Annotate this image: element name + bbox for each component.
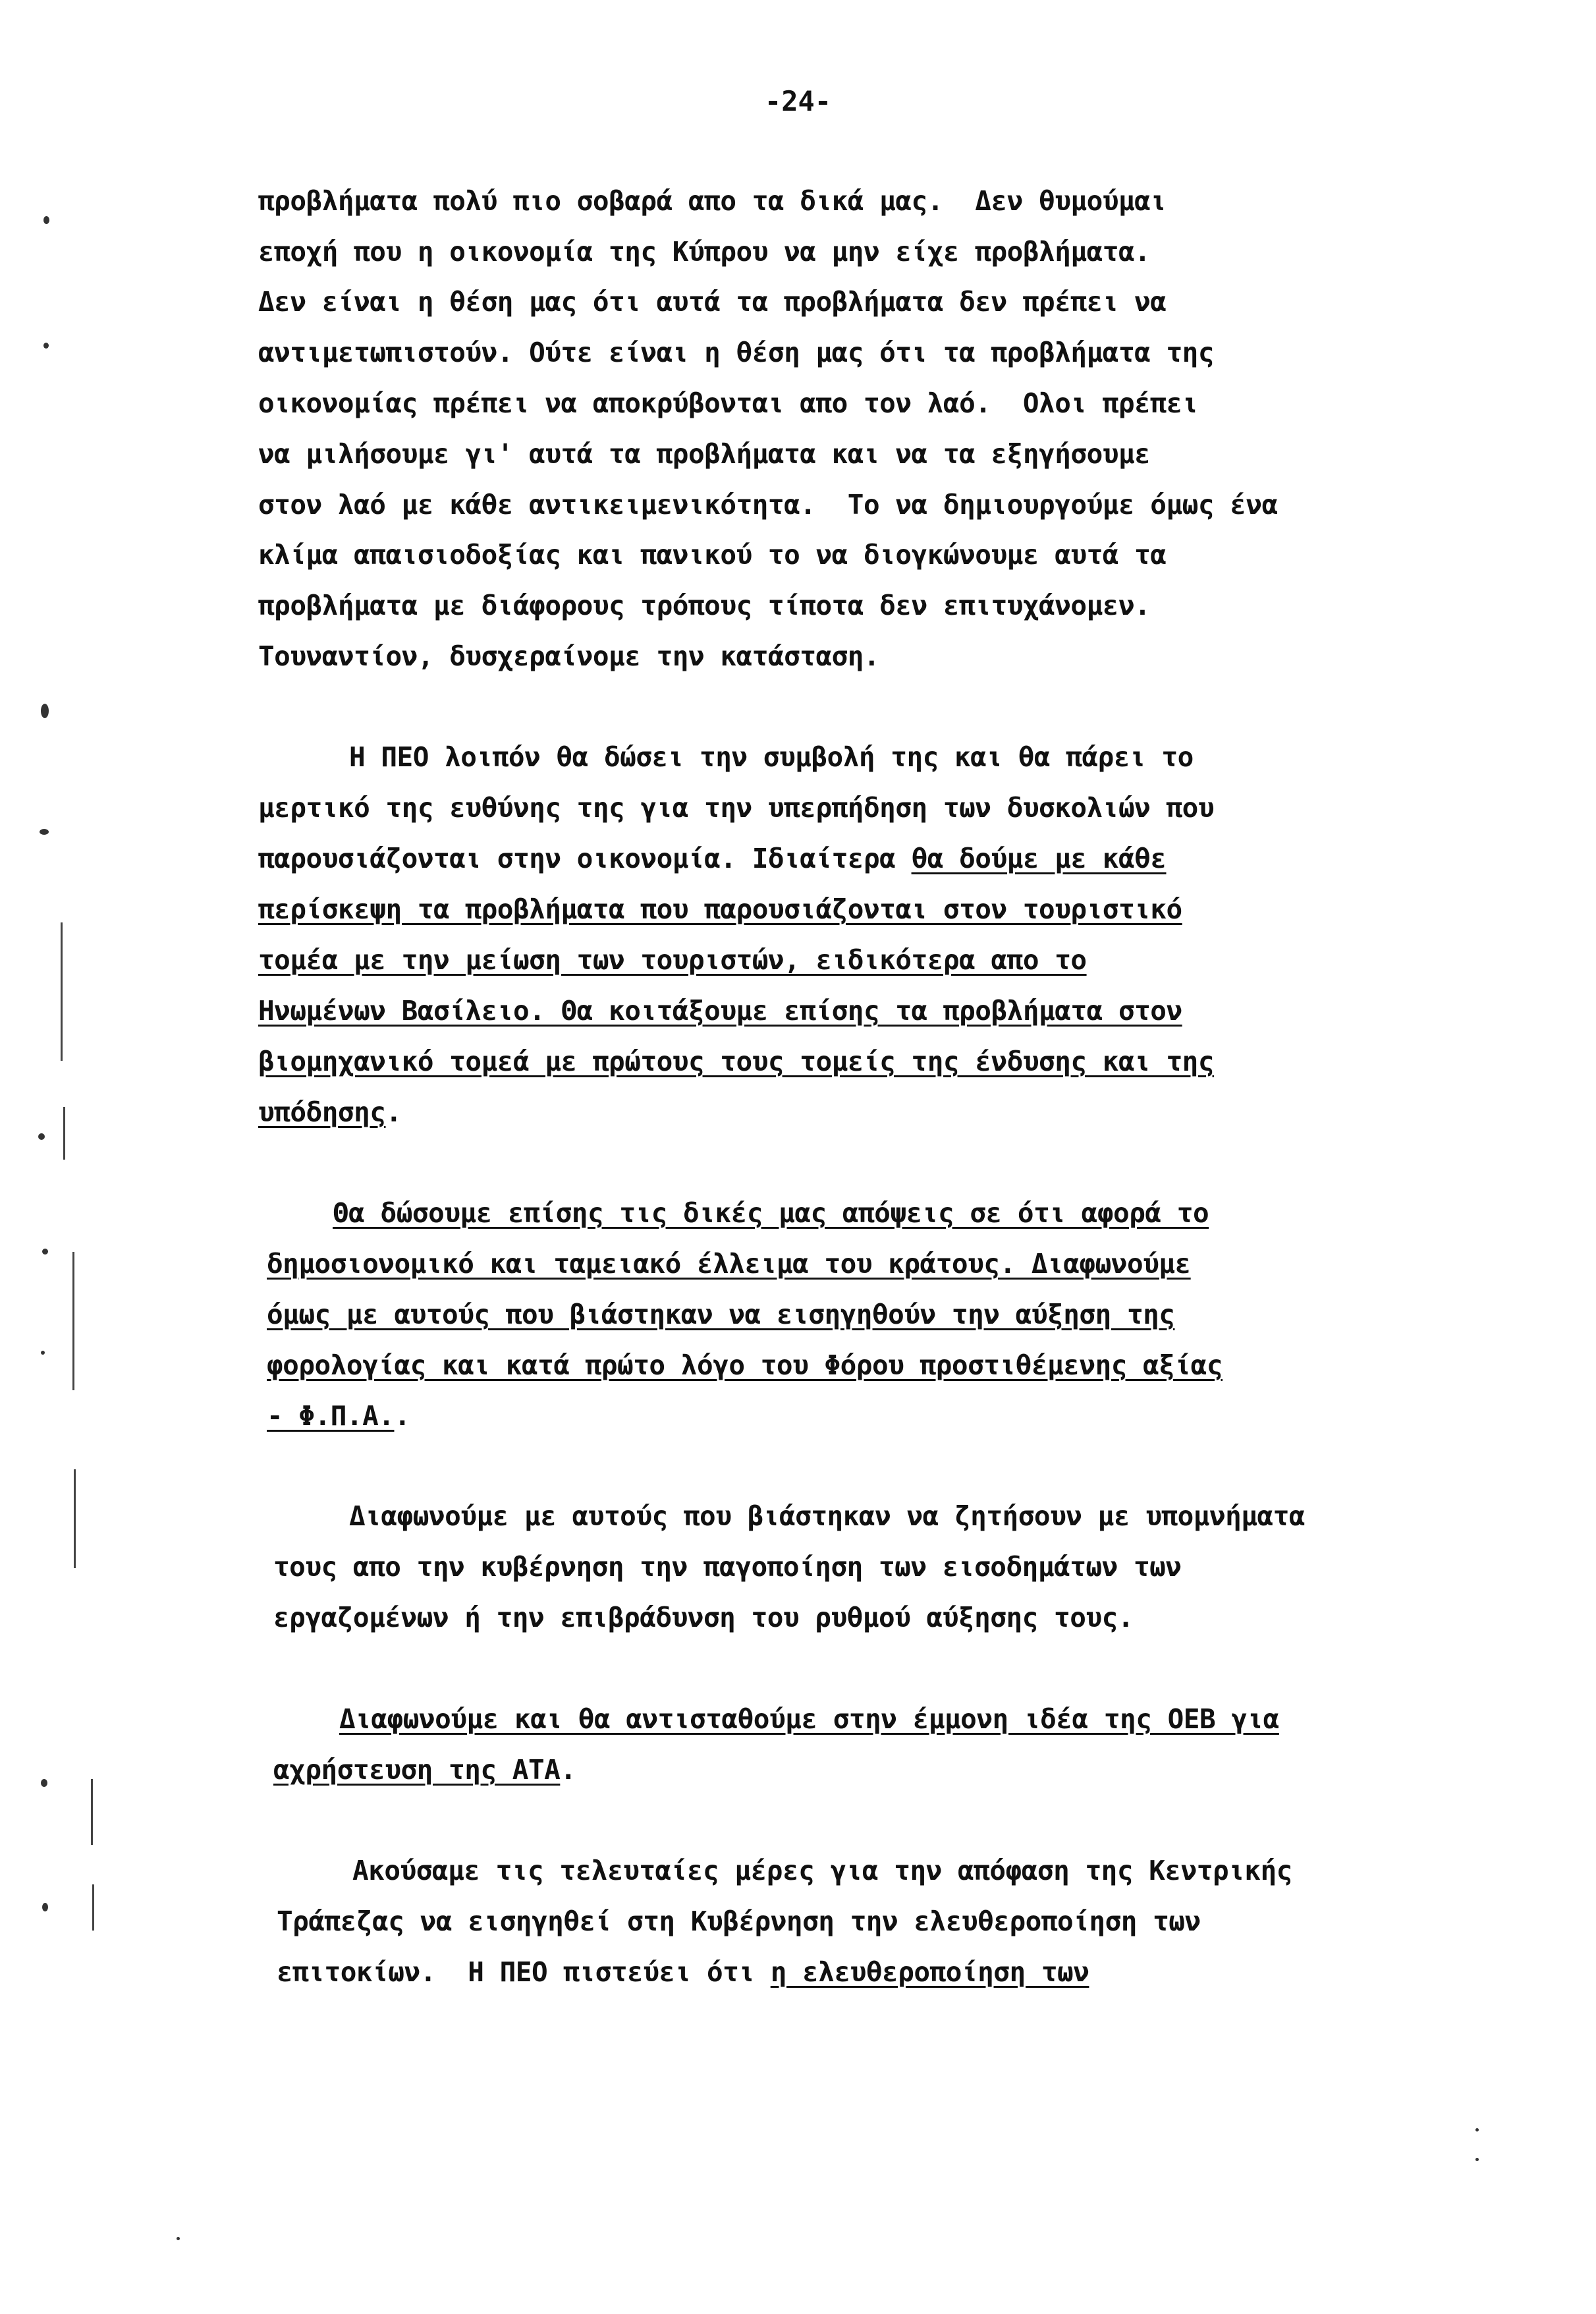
margin-mark <box>72 1252 74 1390</box>
text-segment: εποχή που η οικονομία της Κύπρου να μην είχε προβλήματα. <box>258 236 1151 268</box>
text-segment: . <box>394 1400 410 1432</box>
text-line <box>258 994 1182 1028</box>
text-line <box>258 841 1167 876</box>
text-segment: τους απο την κυβέρνηση την παγοποίηση των εισοδημάτων των <box>273 1551 1182 1583</box>
text-line <box>258 285 1167 319</box>
margin-mark <box>91 1779 93 1845</box>
text-segment: οικονομίας πρέπει να αποκρύβονται απο τον λαό. Ολοι πρέπει <box>258 387 1198 419</box>
text-line <box>267 1297 1175 1332</box>
margin-mark <box>74 1469 76 1568</box>
text-line <box>258 488 1278 522</box>
underlined-text: φορολογίας και κατά πρώτο λόγο του Φόρου προστιθέμενης αξίας <box>267 1349 1223 1381</box>
text-line <box>258 639 879 673</box>
text-segment: Διαφωνούμε με αυτούς που βιάστηκαν να ζητήσουν με υπομνήματα <box>349 1500 1306 1532</box>
text-segment: κλίμα απαισιοδοξίας και πανικού το να διογκώνουμε αυτά τα <box>258 539 1167 571</box>
text-line <box>277 1904 1201 1938</box>
text-segment: Δεν είναι η θέση μας ότι αυτά τα προβλήματα δεν πρέπει να <box>258 286 1167 318</box>
text-segment: Τουναντίον, δυσχεραίνομε την κατάσταση. <box>258 640 880 672</box>
underlined-text: - Φ.Π.Α. <box>267 1400 395 1432</box>
text-line <box>349 740 1194 774</box>
text-line <box>258 184 1167 218</box>
text-segment: προβλήματα πολύ πιο σοβαρά απο τα δικά μας. Δεν θυμούμαι <box>258 185 1167 217</box>
margin-mark <box>92 1884 94 1931</box>
text-segment: εργαζομένων ή την επιβράδυνση του ρυθμού αύξησης τους. <box>273 1602 1134 1633</box>
underlined-text: Διαφωνούμε και θα αντισταθούμε στην έμμονη ιδέα της ΟΕΒ για <box>339 1703 1279 1735</box>
underlined-text: η ελευθεροποίηση των <box>770 1956 1089 1988</box>
text-line <box>267 1247 1191 1281</box>
text-segment: αντιμετωπιστούν. Ούτε είναι η θέση μας ότι τα προβλήματα της <box>258 337 1215 368</box>
text-line <box>277 1955 1089 1989</box>
text-line <box>258 1095 402 1129</box>
text-line <box>258 943 1087 977</box>
underlined-text: περίσκεψη τα προβλήματα που παρουσιάζονται στον τουριστικό <box>258 893 1182 925</box>
text-line <box>258 791 1214 825</box>
text-line <box>258 235 1150 269</box>
text-line <box>258 386 1198 420</box>
text-segment: . <box>560 1754 576 1786</box>
text-segment: Ακούσαμε τις τελευταίες μέρες για την απόφαση της Κεντρικής <box>352 1855 1292 1886</box>
text-line <box>258 538 1167 572</box>
underlined-text: υπόδησης <box>258 1096 386 1128</box>
text-line <box>273 1600 1134 1635</box>
text-line <box>267 1348 1223 1382</box>
underlined-text: αχρήστευση της ΑΤΑ <box>273 1754 561 1786</box>
text-line <box>333 1196 1209 1230</box>
underlined-text: θα δούμε με κάθε <box>911 843 1167 874</box>
text-line <box>273 1753 576 1787</box>
text-line <box>258 588 1150 623</box>
text-segment: προβλήματα με διάφορους τρόπους τίποτα δεν επιτυχάνομεν. <box>258 590 1151 621</box>
text-line <box>273 1550 1182 1584</box>
text-line <box>339 1702 1279 1736</box>
text-line <box>258 335 1214 370</box>
text-segment: να μιλήσουμε γι' αυτά τα προβλήματα και να τα εξηγήσουμε <box>258 438 1151 470</box>
underlined-text: δημοσιονομικό και ταμειακό έλλειμα του κράτους. Διαφωνούμε <box>267 1248 1191 1280</box>
text-segment: στον λαό με κάθε αντικειμενικότητα. Το να δημιουργούμε όμως ένα <box>258 489 1278 521</box>
text-line <box>258 1044 1214 1079</box>
text-line <box>349 1499 1305 1533</box>
margin-mark <box>63 1107 65 1160</box>
underlined-text: Ηνωμένων Βασίλειο. Θα κοιτάξουμε επίσης τα προβλήματα στον <box>258 995 1182 1027</box>
margin-mark <box>61 922 63 1061</box>
text-line <box>258 437 1150 471</box>
page-number: -24- <box>764 85 832 117</box>
text-line <box>267 1399 410 1433</box>
text-line <box>258 892 1182 926</box>
text-segment: επιτοκίων. Η ΠΕΟ πιστεύει ότι <box>277 1956 771 1988</box>
underlined-text: όμως με αυτούς που βιάστηκαν να εισηγηθούν την αύξηση της <box>267 1299 1175 1330</box>
text-segment: μερτικό της ευθύνης της για την υπερπήδηση των δυσκολιών που <box>258 792 1215 824</box>
text-segment: Τράπεζας να εισηγηθεί στη Κυβέρνηση την ελευθεροποίηση των <box>277 1905 1201 1937</box>
text-segment: παρουσιάζονται στην οικονομία. Ιδιαίτερα <box>258 843 912 874</box>
underlined-text: βιομηχανικό τομεά με πρώτους τους τομείς της ένδυσης και της <box>258 1046 1215 1077</box>
text-segment: Η ΠΕΟ λοιπόν θα δώσει την συμβολή της και θα πάρει το <box>349 741 1194 773</box>
underlined-text: τομέα με την μείωση των τουριστών, ειδικότερα απο το <box>258 944 1087 976</box>
text-line <box>352 1853 1292 1888</box>
underlined-text: Θα δώσουμε επίσης τις δικές μας απόψεις σε ότι αφορά το <box>333 1197 1209 1229</box>
text-segment: . <box>385 1096 402 1128</box>
